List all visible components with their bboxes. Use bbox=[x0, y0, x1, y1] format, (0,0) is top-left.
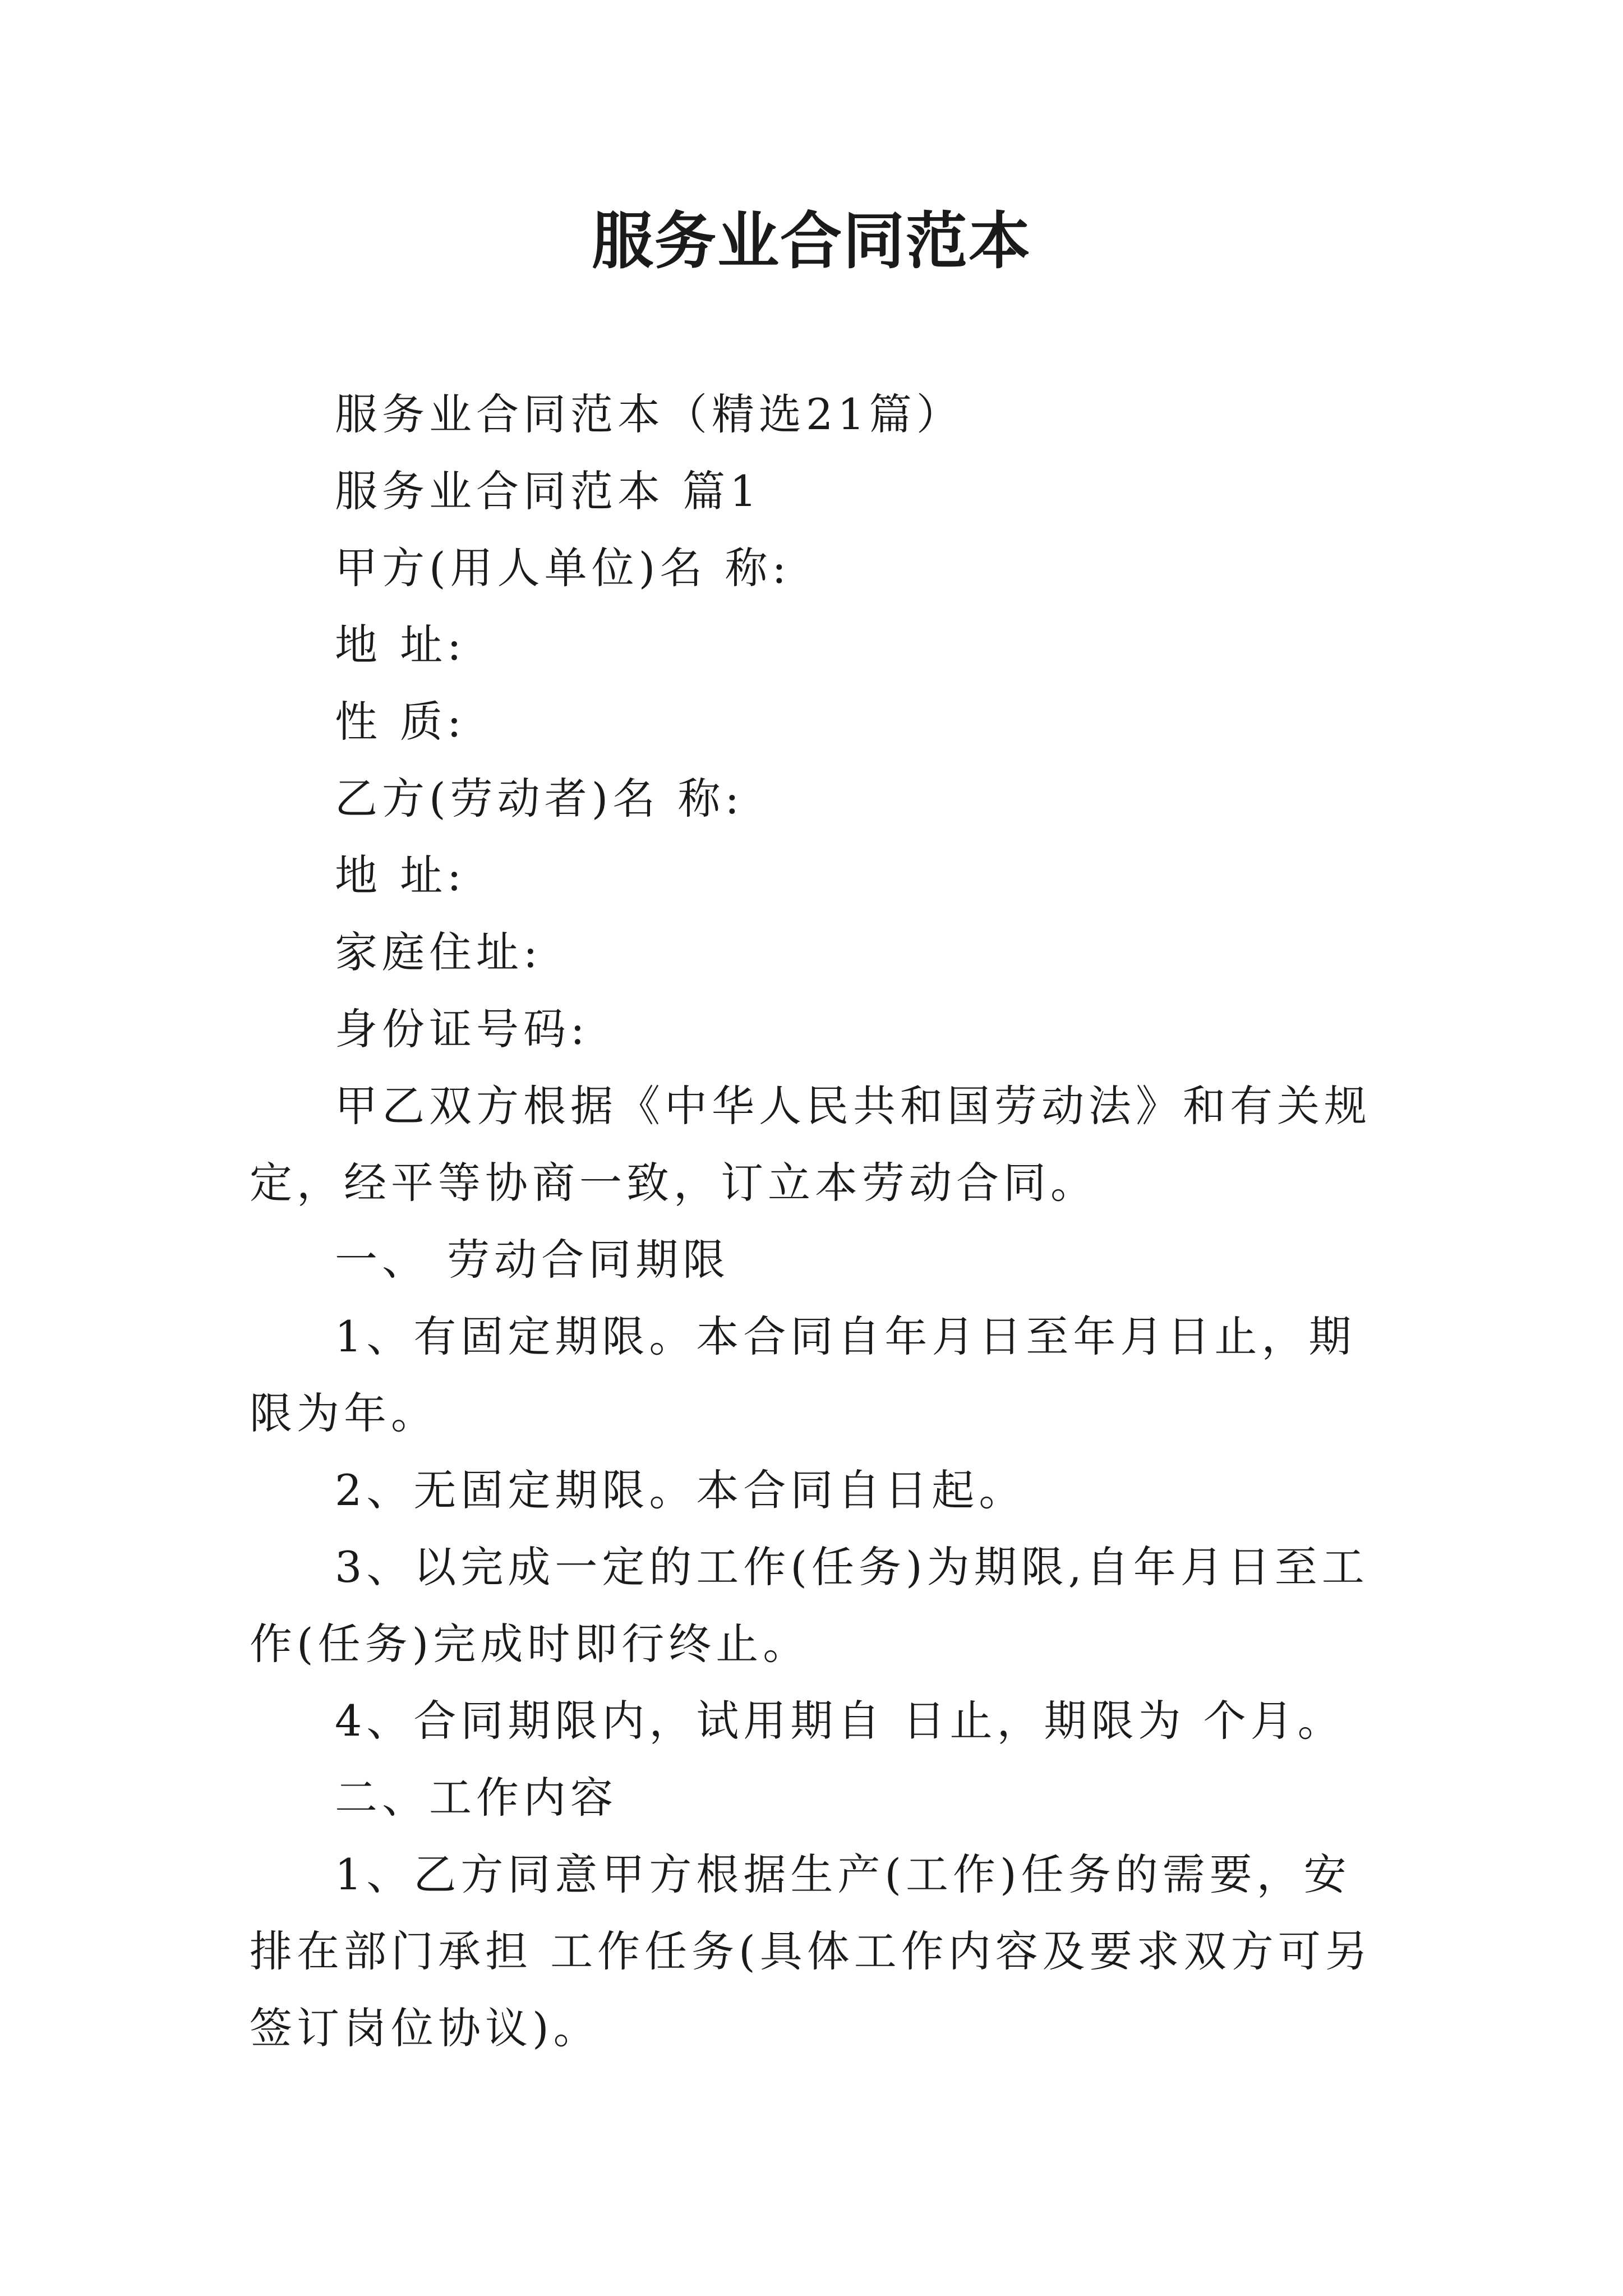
paragraph: 一、 劳动合同期限 bbox=[335, 1235, 730, 1285]
paragraph: 服务业合同范本 篇1 bbox=[335, 466, 762, 516]
document-title: 服务业合同范本 bbox=[592, 205, 1031, 277]
paragraph: 服务业合同范本（精选21篇） bbox=[335, 389, 963, 439]
paragraph: 地 址: bbox=[335, 620, 466, 670]
paragraph: 甲方(用人单位)名 称: bbox=[335, 543, 791, 593]
paragraph: 地 址: bbox=[335, 850, 466, 900]
paragraph: 甲乙双方根据《中华人民共和国劳动法》和有关规定，经平等协商一致，订立本劳动合同。 bbox=[250, 1081, 1371, 1208]
paragraph: 乙方(劳动者)名 称: bbox=[335, 774, 744, 823]
paragraph: 4、合同期限内，试用期自 日止，期限为 个月。 bbox=[335, 1696, 1345, 1746]
paragraph: 家庭住址: bbox=[335, 927, 542, 977]
document-body bbox=[250, 376, 1382, 2067]
paragraph: 3、以完成一定的工作(任务)为期限,自年月日至工作(任务)完成时即行终止。 bbox=[250, 1542, 1369, 1669]
paragraph: 性 质: bbox=[335, 697, 466, 747]
paragraph: 2、无固定期限。本合同自日起。 bbox=[335, 1465, 1026, 1515]
paragraph: 身份证号码: bbox=[335, 1004, 589, 1054]
paragraph: 二、工作内容 bbox=[335, 1773, 617, 1823]
paragraph: 1、乙方同意甲方根据生产(工作)任务的需要，安排在部门承担 工作任务(具体工作内容及要求双方可另签订岗位协议)。 bbox=[250, 1849, 1372, 2053]
paragraph: 1、有固定期限。本合同自年月日至年月日止，期限为年。 bbox=[250, 1312, 1356, 1438]
